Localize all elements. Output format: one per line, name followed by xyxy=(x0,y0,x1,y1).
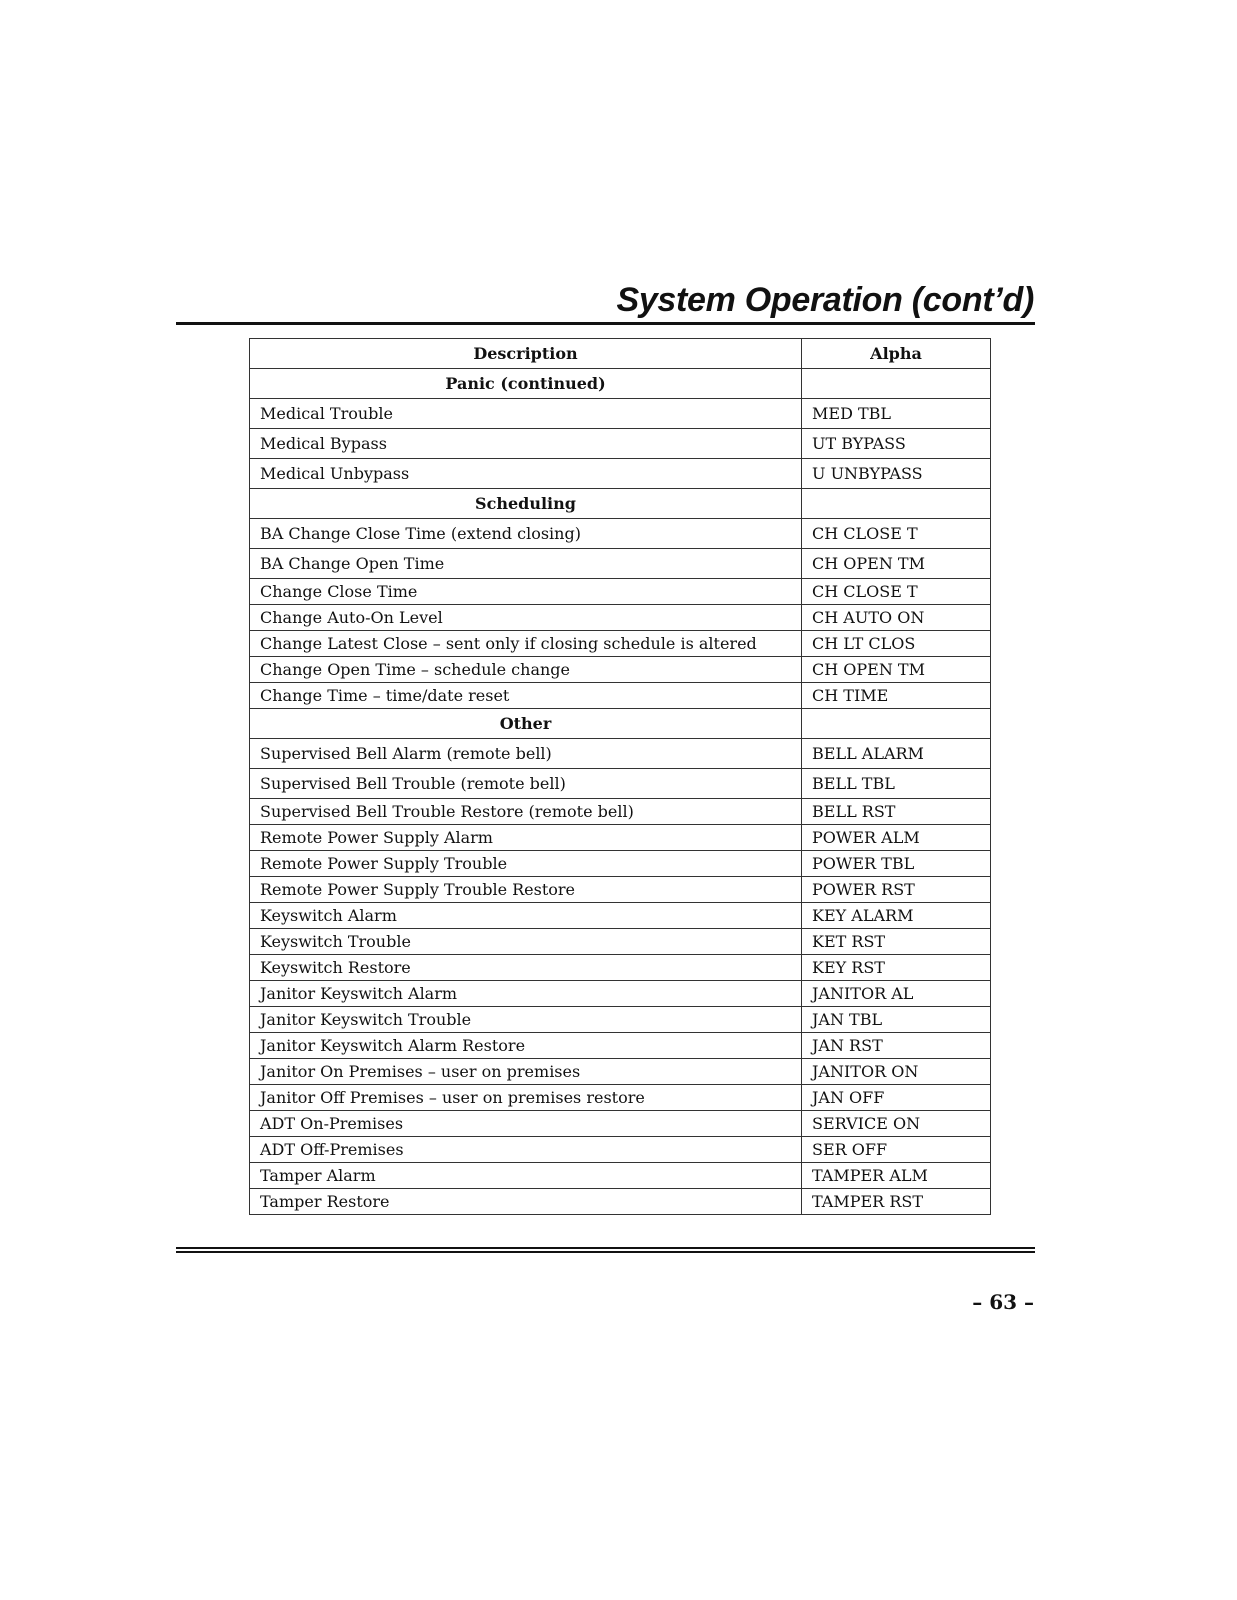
row-description: Keyswitch Alarm xyxy=(250,903,802,929)
table-row xyxy=(250,605,991,631)
row-description: Janitor Off Premises – user on premises restore xyxy=(250,1085,802,1111)
row-alpha: U UNBYPASS xyxy=(802,459,991,489)
row-alpha: JANITOR AL xyxy=(802,981,991,1007)
row-description: Janitor On Premises – user on premises xyxy=(250,1059,802,1085)
row-alpha: UT BYPASS xyxy=(802,429,991,459)
alpha-descriptor-table xyxy=(249,338,991,1215)
row-alpha: BELL ALARM xyxy=(802,739,991,769)
row-alpha: MED TBL xyxy=(802,399,991,429)
row-alpha: CH CLOSE T xyxy=(802,579,991,605)
row-alpha: TAMPER RST xyxy=(802,1189,991,1215)
table-row xyxy=(250,739,991,769)
table-row xyxy=(250,1007,991,1033)
section-blank xyxy=(802,369,991,399)
row-description: Medical Unbypass xyxy=(250,459,802,489)
section-blank xyxy=(802,489,991,519)
row-description: Change Close Time xyxy=(250,579,802,605)
row-alpha: JANITOR ON xyxy=(802,1059,991,1085)
row-alpha: CH TIME xyxy=(802,683,991,709)
table-row xyxy=(250,1085,991,1111)
row-description: BA Change Close Time (extend closing) xyxy=(250,519,802,549)
section-blank xyxy=(802,709,991,739)
section-row xyxy=(250,369,991,399)
row-description: Tamper Restore xyxy=(250,1189,802,1215)
row-description: Change Time – time/date reset xyxy=(250,683,802,709)
row-alpha: TAMPER ALM xyxy=(802,1163,991,1189)
table-row xyxy=(250,429,991,459)
header-description: Description xyxy=(250,339,802,369)
row-alpha: JAN TBL xyxy=(802,1007,991,1033)
table-row xyxy=(250,1137,991,1163)
table-row xyxy=(250,1033,991,1059)
row-alpha: BELL RST xyxy=(802,799,991,825)
row-description: Supervised Bell Alarm (remote bell) xyxy=(250,739,802,769)
table-row xyxy=(250,631,991,657)
row-alpha: KEY ALARM xyxy=(802,903,991,929)
row-alpha: CH OPEN TM xyxy=(802,657,991,683)
table-row xyxy=(250,825,991,851)
table-row xyxy=(250,903,991,929)
row-description: Keyswitch Trouble xyxy=(250,929,802,955)
table-row xyxy=(250,877,991,903)
table-row xyxy=(250,1189,991,1215)
section-title: Panic (continued) xyxy=(250,369,802,399)
header-alpha: Alpha xyxy=(802,339,991,369)
row-alpha: BELL TBL xyxy=(802,769,991,799)
table-row xyxy=(250,981,991,1007)
section-row xyxy=(250,489,991,519)
table-row xyxy=(250,683,991,709)
row-description: Remote Power Supply Alarm xyxy=(250,825,802,851)
row-description: Keyswitch Restore xyxy=(250,955,802,981)
row-alpha: POWER RST xyxy=(802,877,991,903)
row-description: Janitor Keyswitch Alarm Restore xyxy=(250,1033,802,1059)
row-description: Remote Power Supply Trouble xyxy=(250,851,802,877)
row-alpha: JAN RST xyxy=(802,1033,991,1059)
title-rule xyxy=(176,322,1035,325)
row-alpha: JAN OFF xyxy=(802,1085,991,1111)
table-row xyxy=(250,579,991,605)
section-title: Other xyxy=(250,709,802,739)
table-row xyxy=(250,657,991,683)
footer-rule xyxy=(176,1251,1035,1253)
row-description: Medical Bypass xyxy=(250,429,802,459)
row-alpha: CH CLOSE T xyxy=(802,519,991,549)
table-header-row xyxy=(250,339,991,369)
table-row xyxy=(250,851,991,877)
table-row xyxy=(250,769,991,799)
row-description: ADT On-Premises xyxy=(250,1111,802,1137)
page-title: System Operation (cont’d) xyxy=(616,281,1034,319)
row-description: Supervised Bell Trouble (remote bell) xyxy=(250,769,802,799)
row-alpha: POWER ALM xyxy=(802,825,991,851)
table-row xyxy=(250,929,991,955)
section-title: Scheduling xyxy=(250,489,802,519)
table-row xyxy=(250,1111,991,1137)
row-description: Janitor Keyswitch Trouble xyxy=(250,1007,802,1033)
row-alpha: SERVICE ON xyxy=(802,1111,991,1137)
row-description: Remote Power Supply Trouble Restore xyxy=(250,877,802,903)
table-row xyxy=(250,549,991,579)
row-description: BA Change Open Time xyxy=(250,549,802,579)
table-row xyxy=(250,955,991,981)
row-description: Medical Trouble xyxy=(250,399,802,429)
table-row xyxy=(250,799,991,825)
row-alpha: POWER TBL xyxy=(802,851,991,877)
table-row xyxy=(250,399,991,429)
table-row xyxy=(250,1059,991,1085)
row-alpha: CH OPEN TM xyxy=(802,549,991,579)
row-description: ADT Off-Premises xyxy=(250,1137,802,1163)
row-description: Change Latest Close – sent only if closing schedule is altered xyxy=(250,631,802,657)
page-number: – 63 – xyxy=(972,1290,1034,1314)
row-alpha: KET RST xyxy=(802,929,991,955)
row-description: Tamper Alarm xyxy=(250,1163,802,1189)
table-row xyxy=(250,459,991,489)
section-row xyxy=(250,709,991,739)
row-alpha: SER OFF xyxy=(802,1137,991,1163)
row-description: Supervised Bell Trouble Restore (remote bell) xyxy=(250,799,802,825)
row-alpha: CH LT CLOS xyxy=(802,631,991,657)
row-description: Change Open Time – schedule change xyxy=(250,657,802,683)
table-row xyxy=(250,519,991,549)
row-description: Janitor Keyswitch Alarm xyxy=(250,981,802,1007)
row-alpha: KEY RST xyxy=(802,955,991,981)
row-alpha: CH AUTO ON xyxy=(802,605,991,631)
row-description: Change Auto-On Level xyxy=(250,605,802,631)
footer-rule xyxy=(176,1247,1035,1249)
table-row xyxy=(250,1163,991,1189)
